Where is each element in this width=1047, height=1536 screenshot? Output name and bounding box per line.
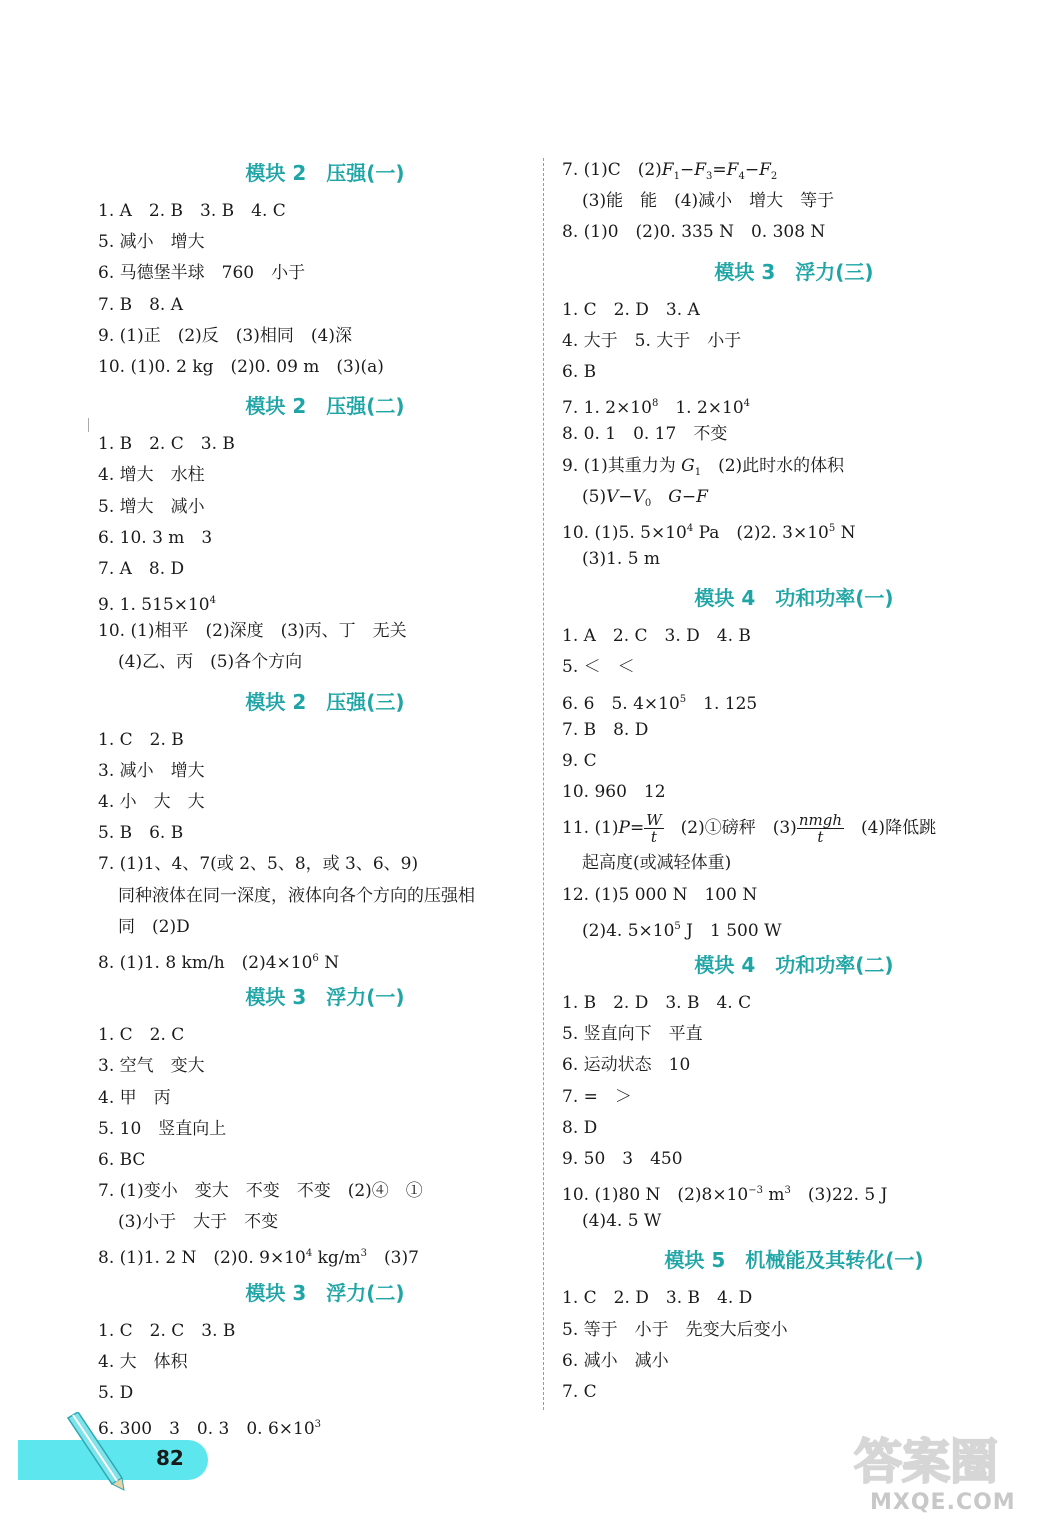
superscript: 4 bbox=[305, 1248, 313, 1260]
text: (3)7 bbox=[367, 1248, 419, 1269]
section-title: 模块 4 功和功率(二) bbox=[694, 952, 894, 977]
var: F bbox=[696, 486, 708, 507]
answer-line: 4. 增大 水柱 bbox=[98, 465, 205, 486]
answer-line bbox=[98, 943, 528, 974]
text: 1. 125 bbox=[686, 693, 758, 714]
text: (2)此时水的体积 bbox=[701, 455, 845, 476]
answer-line bbox=[562, 155, 1002, 186]
text: − bbox=[681, 486, 697, 507]
var: V bbox=[632, 486, 645, 507]
subscript: 1 bbox=[673, 171, 680, 182]
answer-line: 5. 10 竖直向上 bbox=[98, 1118, 227, 1139]
answer-line: 4. 小 大 大 bbox=[98, 792, 205, 812]
text: N bbox=[835, 522, 856, 543]
answer-line bbox=[562, 911, 1002, 942]
numerator: W bbox=[646, 811, 662, 830]
section-title: 模块 3 浮力(三) bbox=[714, 259, 874, 284]
text: − bbox=[744, 160, 760, 180]
superscript: −3 bbox=[748, 1185, 763, 1197]
answer-line: 9. C bbox=[562, 751, 597, 771]
answer-line: 1. A 2. C 3. D 4. B bbox=[562, 626, 751, 647]
answer-line: 9. 50 3 450 bbox=[562, 1148, 683, 1169]
answer-line: 6. 马德堡半球 760 小于 bbox=[98, 263, 306, 284]
section-title: 模块 2 压强(二) bbox=[245, 394, 405, 419]
answer-line bbox=[98, 585, 528, 616]
section-title: 模块 4 功和功率(一) bbox=[694, 586, 894, 611]
superscript: 3 bbox=[314, 1419, 322, 1431]
answer-line: 7. B 8. D bbox=[562, 719, 649, 740]
answer-line: 9. (1)正 (2)反 (3)相同 (4)深 bbox=[98, 325, 352, 346]
subscript: 3 bbox=[706, 171, 713, 182]
answer-line: 10. (1)相平 (2)深度 (3)丙、丁 无关 bbox=[98, 621, 407, 642]
text: 9. (1)其重力为 bbox=[562, 455, 682, 476]
superscript: 5 bbox=[828, 522, 836, 534]
answer-line: 12. (1)5 000 N 100 N bbox=[562, 884, 758, 905]
var: V bbox=[606, 486, 619, 507]
section-title: 模块 3 浮力(一) bbox=[245, 985, 405, 1010]
answer-line bbox=[562, 808, 1002, 848]
var: F bbox=[694, 160, 707, 180]
answer-line: 8. 0. 1 0. 17 不变 bbox=[562, 424, 728, 445]
answer-line: (3)小于 大于 不变 bbox=[118, 1212, 279, 1233]
answer-line: 1. C 2. D 3. B 4. D bbox=[562, 1288, 753, 1309]
answer-line: 5. 减小 增大 bbox=[98, 232, 205, 253]
text: (3)22. 5 J bbox=[790, 1185, 888, 1206]
text: = bbox=[712, 160, 727, 180]
answer-line bbox=[562, 684, 1002, 715]
watermark-text: 答案圈 bbox=[854, 1434, 999, 1490]
fraction bbox=[797, 812, 844, 845]
var: F bbox=[726, 160, 739, 180]
subscript: 1 bbox=[694, 466, 702, 478]
text: − bbox=[679, 160, 695, 180]
answer-line: 5. ＜ ＜ bbox=[562, 657, 635, 678]
text: 10. (1)80 N (2)8×10 bbox=[562, 1185, 749, 1206]
answer-line: 1. C 2. D 3. A bbox=[562, 299, 700, 320]
text: J 1 500 W bbox=[680, 920, 782, 941]
text: (5) bbox=[582, 486, 607, 507]
answer-line: 6. 运动状态 10 bbox=[562, 1055, 691, 1076]
text: 10. (1)5. 5×10 bbox=[562, 522, 687, 543]
answer-line: 7. B 8. A bbox=[98, 294, 184, 315]
section-title: 模块 5 机械能及其转化(一) bbox=[664, 1248, 924, 1273]
page-number: 82 bbox=[156, 1446, 184, 1470]
answer-line: 1. A 2. B 3. B 4. C bbox=[98, 201, 286, 221]
answer-line: 1. C 2. C bbox=[98, 1025, 185, 1046]
fraction bbox=[644, 812, 663, 845]
answer-line: 4. 大于 5. 大于 小于 bbox=[562, 330, 742, 351]
answer-line: 4. 大 体积 bbox=[98, 1351, 188, 1372]
answer-line: 1. C 2. C 3. B bbox=[98, 1320, 236, 1341]
answer-line: 7. A 8. D bbox=[98, 558, 185, 579]
answer-line: 1. B 2. D 3. B 4. C bbox=[562, 992, 752, 1013]
answer-line bbox=[562, 388, 1002, 419]
text: Pa (2)2. 3×10 bbox=[693, 522, 829, 543]
var: G bbox=[668, 486, 682, 507]
superscript: 4 bbox=[209, 595, 216, 607]
subscript: 2 bbox=[770, 171, 778, 182]
left-column bbox=[98, 150, 528, 1440]
var: P bbox=[618, 818, 630, 839]
answer-line: 4. 甲 丙 bbox=[98, 1087, 171, 1108]
answer-line bbox=[98, 1409, 528, 1440]
answer-line: 10. (1)0. 2 kg (2)0. 09 m (3)(a) bbox=[98, 356, 384, 377]
section-title: 模块 2 压强(一) bbox=[245, 161, 405, 185]
superscript: 5 bbox=[679, 693, 687, 705]
answer-line: 6. B bbox=[562, 361, 597, 382]
answer-line: (3)1. 5 m bbox=[582, 549, 661, 570]
section-title: 模块 2 压强(三) bbox=[245, 689, 405, 714]
watermark-url: MXQE.COM bbox=[870, 1490, 1016, 1515]
section-title: 模块 3 浮力(二) bbox=[245, 1280, 405, 1305]
answer-line: 7. = ＞ bbox=[562, 1086, 632, 1107]
answer-line: 8. D bbox=[562, 1117, 598, 1138]
answer-line: 1. C 2. B bbox=[98, 729, 184, 750]
answer-line: 5. B 6. B bbox=[98, 823, 184, 844]
text: 1. 2×10 bbox=[658, 398, 744, 419]
right-column bbox=[562, 155, 1002, 1408]
answer-line: 10. 960 12 bbox=[562, 782, 666, 803]
answer-line: 5. 竖直向下 平直 bbox=[562, 1024, 703, 1045]
answer-line: 起高度(或减轻体重) bbox=[582, 853, 732, 874]
text: 8. (1)1. 8 km/h (2)4×10 bbox=[98, 952, 313, 973]
watermark-logo bbox=[850, 1428, 1030, 1492]
answer-line bbox=[562, 451, 1002, 482]
answer-line: 5. D bbox=[98, 1383, 134, 1403]
answer-line: 3. 空气 变大 bbox=[98, 1056, 205, 1077]
superscript: 5 bbox=[674, 920, 681, 932]
answer-line: (4)4. 5 W bbox=[582, 1211, 662, 1232]
superscript: 4 bbox=[686, 522, 694, 534]
column-divider bbox=[543, 158, 544, 1410]
superscript: 3 bbox=[784, 1185, 791, 1197]
text: 7. (1)C (2) bbox=[562, 160, 662, 180]
answer-line: 7. (1)1、4、7(或 2、5、8，或 3、6、9) bbox=[98, 854, 419, 875]
answer-line bbox=[562, 513, 1002, 544]
text: N bbox=[318, 952, 340, 973]
var: G bbox=[681, 455, 695, 476]
text: − bbox=[618, 486, 633, 507]
var: F bbox=[661, 160, 674, 180]
pencil-icon bbox=[60, 1412, 130, 1492]
answer-line: 7. C bbox=[562, 1382, 597, 1402]
text: (2)4. 5×10 bbox=[582, 920, 675, 941]
text: (2)①磅秤 (3) bbox=[663, 818, 797, 839]
answer-line: 1. B 2. C 3. B bbox=[98, 434, 235, 455]
answer-line: 同种液体在同一深度，液体向各个方向的压强相 bbox=[118, 885, 475, 906]
answer-line: 8. (1)0 (2)0. 335 N 0. 308 N bbox=[562, 222, 826, 243]
text: kg/m bbox=[312, 1248, 361, 1269]
answer-line: 7. (1)变小 变大 不变 不变 (2)④ ① bbox=[98, 1181, 423, 1202]
text: = bbox=[629, 818, 645, 839]
answer-line: 3. 减小 增大 bbox=[98, 760, 205, 781]
text: 7. 1. 2×10 bbox=[562, 398, 652, 419]
text: m bbox=[762, 1185, 785, 1206]
superscript: 6 bbox=[312, 952, 319, 964]
subscript: 4 bbox=[738, 171, 745, 182]
text: 9. 1. 515×10 bbox=[98, 595, 210, 616]
answer-line: 6. 减小 减小 bbox=[562, 1350, 669, 1371]
denominator: t bbox=[817, 828, 824, 847]
superscript: 4 bbox=[743, 398, 751, 410]
text: 6. 6 5. 4×10 bbox=[562, 693, 680, 714]
text: 11. (1) bbox=[562, 818, 619, 839]
answer-line bbox=[98, 1238, 528, 1269]
superscript: 8 bbox=[651, 398, 659, 410]
margin-tick bbox=[88, 418, 89, 432]
answer-line: 6. BC bbox=[98, 1149, 146, 1170]
text bbox=[651, 487, 668, 507]
denominator: t bbox=[650, 828, 657, 847]
answer-line: (4)乙、丙 (5)各个方向 bbox=[118, 652, 303, 673]
answer-line: 同 (2)D bbox=[118, 916, 190, 937]
answer-line: (3)能 能 (4)减小 增大 等于 bbox=[582, 191, 835, 212]
subscript: 0 bbox=[644, 497, 652, 509]
answer-line bbox=[562, 1175, 1002, 1206]
answer-line: 5. 增大 减小 bbox=[98, 496, 205, 517]
var: F bbox=[759, 160, 771, 180]
numerator: nmgh bbox=[798, 811, 842, 830]
text: (4)降低跳 bbox=[843, 818, 937, 839]
answer-line: 6. 10. 3 m 3 bbox=[98, 527, 213, 548]
text: 6. 300 3 0. 3 0. 6×10 bbox=[98, 1419, 315, 1440]
text: 8. (1)1. 2 N (2)0. 9×10 bbox=[98, 1248, 306, 1269]
answer-line: 5. 等于 小于 先变大后变小 bbox=[562, 1319, 788, 1340]
answer-line bbox=[562, 482, 1002, 513]
superscript: 3 bbox=[360, 1248, 368, 1260]
